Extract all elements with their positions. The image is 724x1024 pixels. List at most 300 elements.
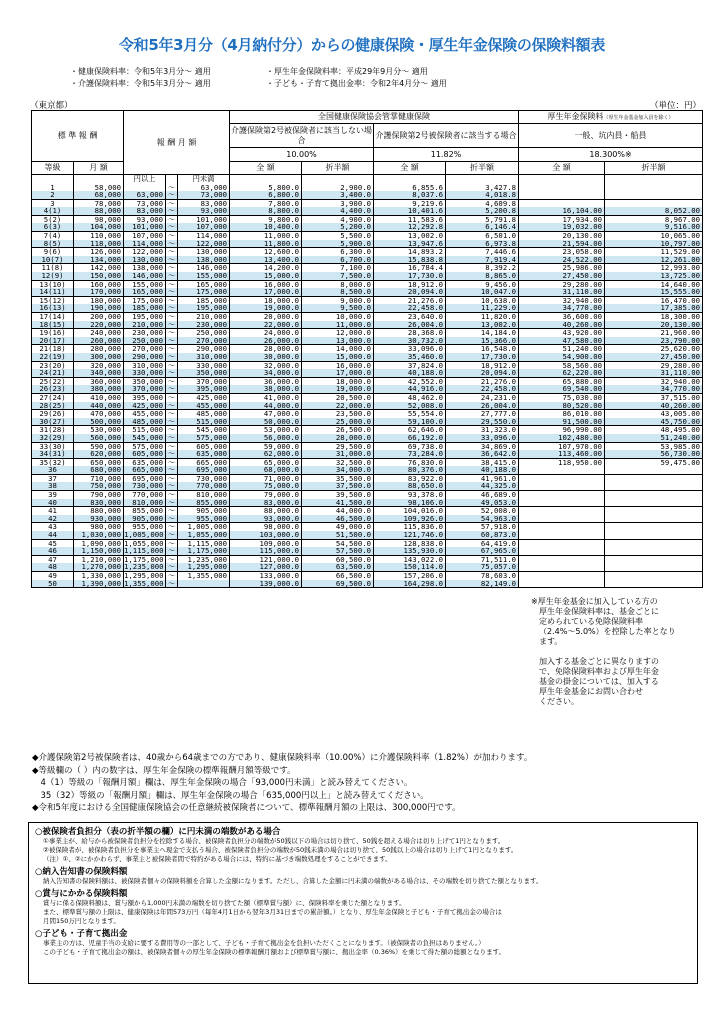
- table-cell: 80,520.00: [519, 402, 605, 410]
- table-cell: 88,000: [74, 207, 124, 215]
- cell: [519, 175, 605, 184]
- table-cell: 18(15): [32, 321, 74, 329]
- table-cell: 11,820.0: [446, 313, 519, 321]
- table-cell: [605, 482, 703, 490]
- table-cell: 880,000: [74, 507, 124, 515]
- table-row: [32, 321, 703, 329]
- table-row: [32, 240, 703, 248]
- table-cell: 9,456.0: [446, 280, 519, 288]
- table-cell: 96,990.00: [519, 426, 605, 434]
- table-cell: [519, 515, 605, 523]
- note-text: 納入告知書の保険料額は、被保険者個々の保険料額を合算した金額になります。ただし、合算した金額に円未満の端数がある場合は、その端数を切り捨てた額となります。: [43, 877, 543, 885]
- table-cell: 20,000.0: [230, 313, 302, 321]
- table-cell: 26,000.0: [230, 337, 302, 345]
- table-cell: 17,934.00: [519, 215, 605, 223]
- table-cell: 36,642.0: [446, 450, 519, 458]
- table-row: [32, 450, 703, 458]
- table-cell: 13,002.0: [374, 232, 446, 240]
- table-row: [32, 329, 703, 337]
- table-cell: 1,005,000: [124, 531, 164, 540]
- table-cell: 37: [32, 474, 74, 482]
- table-cell: [605, 580, 703, 588]
- table-row: [32, 418, 703, 426]
- table-cell: 71,511.0: [446, 555, 519, 563]
- table-cell: 59,100.0: [374, 418, 446, 426]
- table-cell: 18,912.0: [446, 361, 519, 369]
- table-cell: 60,500.0: [302, 555, 374, 563]
- table-cell: [605, 491, 703, 499]
- table-cell: 75,030.00: [519, 393, 605, 401]
- table-cell: 51,240.00: [605, 434, 703, 442]
- table-cell: 32,000.0: [230, 361, 302, 369]
- table-cell: [605, 555, 703, 563]
- table-cell: 810,000: [124, 499, 166, 507]
- table-cell: 150,114.0: [374, 563, 446, 571]
- table-cell: 27,450.00: [519, 272, 605, 280]
- table-cell: 575,000: [124, 442, 166, 450]
- table-row: [32, 426, 703, 434]
- table-cell: ～: [166, 531, 178, 539]
- table-row: [32, 531, 703, 539]
- header-kyokai: 全国健康保険協会管掌健康保険: [230, 111, 519, 124]
- table-cell: 11,800.0: [230, 240, 302, 248]
- table-row: [32, 256, 703, 264]
- table-cell: 12,292.8: [374, 223, 446, 231]
- header-zengaku-1: 全 額: [230, 162, 302, 175]
- table-cell: 68,000: [74, 191, 124, 199]
- table-cell: 44,916.0: [374, 385, 446, 393]
- table-row: [32, 466, 703, 474]
- table-cell: 250,000: [178, 329, 230, 337]
- table-cell: 11,583.6: [374, 215, 446, 223]
- table-cell: 1,210,000: [74, 555, 124, 563]
- header-rate-no: 10.00%: [230, 148, 374, 162]
- table-cell: ～: [166, 223, 178, 231]
- table-cell: 290,000: [178, 345, 230, 353]
- table-cell: ～: [166, 232, 178, 240]
- table-row: [32, 410, 703, 418]
- cell: [446, 175, 519, 184]
- header-miman: 円未満: [178, 175, 230, 184]
- table-cell: 10,797.00: [605, 240, 703, 248]
- table-cell: 101,000: [124, 223, 166, 231]
- table-cell: 48,462.0: [374, 393, 446, 401]
- table-cell: ～: [166, 345, 178, 353]
- table-cell: 240,000: [74, 329, 124, 337]
- table-cell: 635,000: [124, 458, 166, 466]
- table-cell: ～: [166, 426, 178, 434]
- table-cell: 395,000: [178, 385, 230, 393]
- table-cell: 575,000: [178, 434, 230, 442]
- table-cell: 905,000: [178, 507, 230, 515]
- header-zengaku-2: 全 額: [374, 162, 446, 175]
- table-cell: ～: [166, 491, 178, 499]
- table-cell: 45,750.00: [605, 418, 703, 426]
- table-cell: 155,000: [178, 272, 230, 280]
- table-cell: 665,000: [124, 466, 166, 474]
- table-cell: 130,000: [124, 256, 166, 264]
- table-cell: 340,000: [74, 369, 124, 377]
- table-body: [32, 175, 703, 588]
- table-cell: 69,500.0: [302, 580, 374, 588]
- table-cell: ～: [166, 377, 178, 385]
- table-cell: 3,900.0: [302, 199, 374, 207]
- table-cell: 485,000: [178, 410, 230, 418]
- table-cell: 34,869.0: [446, 442, 519, 450]
- table-cell: 51,240.00: [519, 345, 605, 353]
- table-cell: 73,000: [178, 191, 230, 199]
- table-cell: 75,057.0: [446, 563, 519, 571]
- table-cell: 4,900.0: [302, 215, 374, 223]
- table-cell: [519, 531, 605, 539]
- table-cell: ～: [166, 482, 178, 490]
- table-cell: [605, 523, 703, 531]
- table-cell: 69,540.00: [519, 385, 605, 393]
- header-setpan-3: 折半額: [605, 162, 703, 175]
- table-cell: 23,640.0: [374, 313, 446, 321]
- table-cell: 14(11): [32, 288, 74, 296]
- table-cell: 14,640.00: [605, 280, 703, 288]
- table-row: [32, 248, 703, 256]
- table-cell: 300,000: [74, 353, 124, 361]
- table-cell: 15,838.8: [374, 256, 446, 264]
- table-cell: 1,270,000: [74, 563, 124, 571]
- table-row: [32, 272, 703, 280]
- table-cell: 35,500.0: [302, 474, 374, 482]
- table-cell: 113,460.00: [519, 450, 605, 458]
- table-cell: 30,732.0: [374, 337, 446, 345]
- table-cell: 1,355,000: [178, 572, 230, 580]
- header-rate-kosei: 18.300%※: [519, 148, 703, 162]
- table-cell: 128,838.0: [374, 539, 446, 547]
- table-cell: 133,000.0: [230, 572, 302, 580]
- table-cell: 24,231.0: [446, 393, 519, 401]
- table-cell: ～: [166, 240, 178, 248]
- table-cell: 1,030,000: [74, 531, 124, 539]
- note-text: 事業主の方は、児童手当の支給に要する費用等の一部として、子ども・子育て拠出金を負担いただくことになります。（被保険者の負担はありません。）: [43, 939, 485, 947]
- table-cell: 190,000: [74, 304, 124, 312]
- table-cell: 185,000: [124, 304, 166, 312]
- table-cell: 45: [32, 539, 74, 547]
- table-cell: 25,000.0: [302, 418, 374, 426]
- table-cell: 770,000: [124, 491, 166, 499]
- cell: [302, 175, 374, 184]
- table-cell: 67,965.0: [446, 547, 519, 555]
- table-cell: 23(20): [32, 361, 74, 369]
- table-cell: 143,022.0: [374, 555, 446, 563]
- note-line: 厚生年金基金にお問い合わせ: [539, 687, 643, 696]
- table-row: [32, 474, 703, 482]
- table-cell: 30,000.0: [230, 353, 302, 361]
- table-cell: 53,985.00: [605, 442, 703, 450]
- table-cell: 17,000.0: [302, 369, 374, 377]
- table-cell: 1,235,000: [124, 563, 164, 572]
- table-cell: [605, 474, 703, 482]
- note-line: 厚生年金保険料率は、基金ごとに: [539, 607, 659, 616]
- table-cell: 665,000: [178, 458, 230, 466]
- table-cell: 10,065.00: [605, 232, 703, 240]
- table-cell: ～: [166, 507, 178, 515]
- table-cell: 146,000: [124, 272, 166, 280]
- table-cell: 440,000: [74, 402, 124, 410]
- table-cell: 11,229.0: [446, 304, 519, 312]
- note-line: ※厚生年金基金に加入している方の: [531, 597, 658, 606]
- table-cell: 8,500.0: [302, 288, 374, 296]
- table-cell: 14,000.0: [302, 345, 374, 353]
- table-cell: ～: [166, 385, 178, 393]
- table-cell: 8(5): [32, 240, 74, 248]
- table-cell: 64,419.0: [446, 539, 519, 547]
- table-cell: 37,515.00: [605, 393, 703, 401]
- table-cell: 29,280.00: [519, 280, 605, 288]
- table-cell: 22(19): [32, 353, 74, 361]
- table-cell: 63,000: [178, 184, 230, 192]
- table-row: [32, 442, 703, 450]
- footnote: ◆介護保険第2号被保険者は、40歳から64歳までの方であり、健康保険料率（10.00%）に介護保険料率（1.82%）が加わります。: [32, 753, 533, 763]
- table-cell: 330,000: [178, 361, 230, 369]
- table-cell: 905,000: [124, 515, 166, 523]
- table-cell: 122,000: [178, 240, 230, 248]
- table-cell: 43,920.00: [519, 329, 605, 337]
- table-cell: 10(7): [32, 256, 74, 264]
- table-cell: 62,220.00: [519, 369, 605, 377]
- table-cell: 250,000: [124, 337, 166, 345]
- table-cell: 33(30): [32, 442, 74, 450]
- table-cell: 1,355,000: [124, 579, 164, 588]
- table-cell: [605, 515, 703, 523]
- table-cell: 6,800.0: [230, 191, 302, 199]
- table-row: [32, 515, 703, 523]
- table-cell: ～: [166, 215, 178, 223]
- table-cell: 41,500.0: [302, 499, 374, 507]
- table-cell: 7,500.0: [302, 272, 374, 280]
- table-cell: 20,130.00: [519, 232, 605, 240]
- note-line: 定められている免除保険料率: [539, 617, 643, 626]
- table-cell: 370,000: [178, 377, 230, 385]
- table-cell: 31,323.0: [446, 426, 519, 434]
- table-cell: 6(3): [32, 223, 74, 231]
- table-cell: ～: [166, 191, 178, 199]
- note-gap: [531, 647, 691, 657]
- table-cell: 470,000: [74, 410, 124, 418]
- table-cell: 44,325.0: [446, 482, 519, 490]
- table-cell: 53,000.0: [230, 426, 302, 434]
- table-cell: 24,522.00: [519, 256, 605, 264]
- table-cell: 410,000: [74, 393, 124, 401]
- table-cell: 31(28): [32, 426, 74, 434]
- table-cell: 55,554.0: [374, 410, 446, 418]
- note-line: で、免除保険料率および厚生年金: [539, 667, 659, 676]
- table-cell: 930,000: [74, 515, 124, 523]
- table-cell: 15(12): [32, 296, 74, 304]
- pension-rate-line: ・厚生年金保険料率：平成29年9月分～ 適用: [266, 67, 428, 76]
- table-cell: 138,000: [124, 264, 166, 272]
- table-cell: 5,900.0: [302, 240, 374, 248]
- table-cell: 395,000: [124, 393, 166, 401]
- table-cell: 29(26): [32, 410, 74, 418]
- table-cell: ～: [166, 393, 178, 401]
- table-row: [32, 313, 703, 321]
- table-cell: 28,000.0: [302, 434, 374, 442]
- table-cell: ～: [166, 555, 178, 563]
- table-cell: 82,149.0: [446, 580, 519, 588]
- note-heading-bonus: ○賞与にかかる保険料額: [35, 889, 128, 899]
- table-cell: 52,008.0: [446, 507, 519, 515]
- table-cell: 9,219.6: [374, 199, 446, 207]
- table-row: [32, 539, 703, 547]
- note-line: 加入する基金ごとに異なりますの: [539, 657, 659, 666]
- table-header: [32, 111, 703, 175]
- table-row: [32, 264, 703, 272]
- table-cell: 34,000.0: [302, 466, 374, 474]
- table-cell: [605, 572, 703, 580]
- child-rate-line: ・子ども・子育て拠出金率：令和2年4月分～ 適用: [266, 79, 447, 88]
- table-cell: 17,385.00: [605, 304, 703, 312]
- table-cell: [519, 482, 605, 490]
- table-cell: 8,392.2: [446, 264, 519, 272]
- table-cell: 127,000.0: [230, 563, 302, 571]
- table-cell: 16,548.0: [446, 345, 519, 353]
- table-cell: 40,260.00: [519, 321, 605, 329]
- table-cell: 13,725.00: [605, 272, 703, 280]
- table-cell: 75,000.0: [230, 482, 302, 490]
- table-cell: 1,175,000: [124, 555, 164, 564]
- table-cell: 44,000.0: [230, 402, 302, 410]
- table-cell: 17,000.0: [230, 288, 302, 296]
- table-cell: 98,000.0: [230, 523, 302, 531]
- table-cell: 35,460.0: [374, 353, 446, 361]
- table-cell: 6,146.4: [446, 223, 519, 231]
- table-cell: 86,010.00: [519, 410, 605, 418]
- table-cell: 730,000: [124, 482, 166, 490]
- table-cell: 8,967.00: [605, 215, 703, 223]
- table-cell: 93,000.0: [230, 515, 302, 523]
- table-cell: 955,000: [178, 515, 230, 523]
- table-cell: 134,000: [74, 256, 124, 264]
- table-cell: 73,284.0: [374, 450, 446, 458]
- table-cell: 790,000: [74, 491, 124, 499]
- table-cell: 135,930.0: [374, 547, 446, 555]
- table-cell: 6,501.0: [446, 232, 519, 240]
- table-cell: [519, 572, 605, 580]
- table-cell: 103,000.0: [230, 531, 302, 539]
- table-cell: 26,004.0: [446, 402, 519, 410]
- table-cell: 101,000: [178, 215, 230, 223]
- table-cell: 42,552.0: [374, 377, 446, 385]
- table-cell: 25(22): [32, 377, 74, 385]
- table-cell: 1,115,000: [178, 539, 230, 547]
- table-cell: 16,784.4: [374, 264, 446, 272]
- table-cell: ～: [166, 474, 178, 482]
- table-row: [32, 434, 703, 442]
- table-cell: 810,000: [178, 491, 230, 499]
- footnote: 35（32）等級の「報酬月額」欄は、厚生年金保険の場合「635,000円以上」と読み替えてください。: [32, 790, 429, 801]
- table-cell: 730,000: [178, 474, 230, 482]
- table-cell: 5,791.8: [446, 215, 519, 223]
- table-cell: 9,516.00: [605, 223, 703, 231]
- table-cell: ～: [166, 450, 178, 458]
- cell: [32, 175, 74, 184]
- table-cell: 2: [32, 191, 74, 199]
- table-cell: [605, 531, 703, 539]
- table-cell: 83,922.0: [374, 474, 446, 482]
- table-cell: 650,000: [74, 458, 124, 466]
- table-cell: 290,000: [124, 353, 166, 361]
- table-cell: 48,495.00: [605, 426, 703, 434]
- table-cell: ～: [166, 272, 178, 280]
- table-cell: 83,000: [178, 199, 230, 207]
- header-hoshu: 報 酬 月 額: [124, 111, 230, 175]
- header-setpan-1: 折半額: [302, 162, 374, 175]
- table-cell: 93,000: [178, 207, 230, 215]
- table-row: [32, 385, 703, 393]
- table-cell: 10,638.0: [446, 296, 519, 304]
- table-cell: 560,000: [74, 434, 124, 442]
- table-cell: 695,000: [124, 474, 166, 482]
- table-cell: 27,450.00: [605, 353, 703, 361]
- table-cell: 16,000.0: [230, 280, 302, 288]
- table-cell: 1,295,000: [124, 571, 164, 580]
- table-cell: 20,094.0: [374, 288, 446, 296]
- table-cell: 51,500.0: [302, 531, 374, 539]
- table-cell: 7,800.0: [230, 199, 302, 207]
- note-heading-notice: ○納入告知書の保険料額: [35, 867, 128, 877]
- table-cell: 71,000.0: [230, 474, 302, 482]
- table-cell: 545,000: [124, 434, 166, 442]
- table-cell: 6,973.8: [446, 240, 519, 248]
- table-cell: 1,295,000: [178, 563, 230, 571]
- table-cell: 13,000.0: [302, 337, 374, 345]
- table-cell: 310,000: [124, 361, 166, 369]
- notes-box: [28, 822, 698, 984]
- table-cell: 49: [32, 572, 74, 580]
- table-cell: 79,000.0: [230, 491, 302, 499]
- table-cell: 230,000: [178, 321, 230, 329]
- table-cell: 18,000.0: [230, 296, 302, 304]
- table-cell: 695,000: [178, 466, 230, 474]
- table-cell: 121,000.0: [230, 555, 302, 563]
- table-cell: 11,529.00: [605, 248, 703, 256]
- table-cell: 680,000: [74, 466, 124, 474]
- table-cell: 3,427.8: [446, 184, 519, 192]
- table-cell: 14,184.0: [446, 329, 519, 337]
- header-ijou: 円以上: [124, 175, 166, 184]
- table-cell: [605, 499, 703, 507]
- note-line: （2.4%～5.0%）を控除した率となり: [539, 627, 676, 636]
- table-row: [32, 288, 703, 296]
- table-cell: 49,053.0: [446, 499, 519, 507]
- table-cell: 88,650.0: [374, 482, 446, 490]
- table-cell: ～: [166, 580, 178, 588]
- table-cell: [519, 199, 605, 207]
- table-cell: 16(13): [32, 304, 74, 312]
- header-toukyu: 等級: [32, 162, 74, 175]
- table-cell: ～: [166, 466, 178, 474]
- table-cell: 485,000: [124, 418, 166, 426]
- table-row: [32, 361, 703, 369]
- table-cell: 370,000: [124, 385, 166, 393]
- table-row: [32, 345, 703, 353]
- table-cell: 40,188.0: [374, 369, 446, 377]
- table-row: [32, 199, 703, 207]
- cell: [166, 175, 178, 184]
- table-cell: 7,919.4: [446, 256, 519, 264]
- table-cell: [519, 466, 605, 474]
- table-cell: ～: [166, 321, 178, 329]
- table-cell: 33,096.0: [446, 434, 519, 442]
- table-cell: 10,400.0: [230, 223, 302, 231]
- table-cell: 42: [32, 515, 74, 523]
